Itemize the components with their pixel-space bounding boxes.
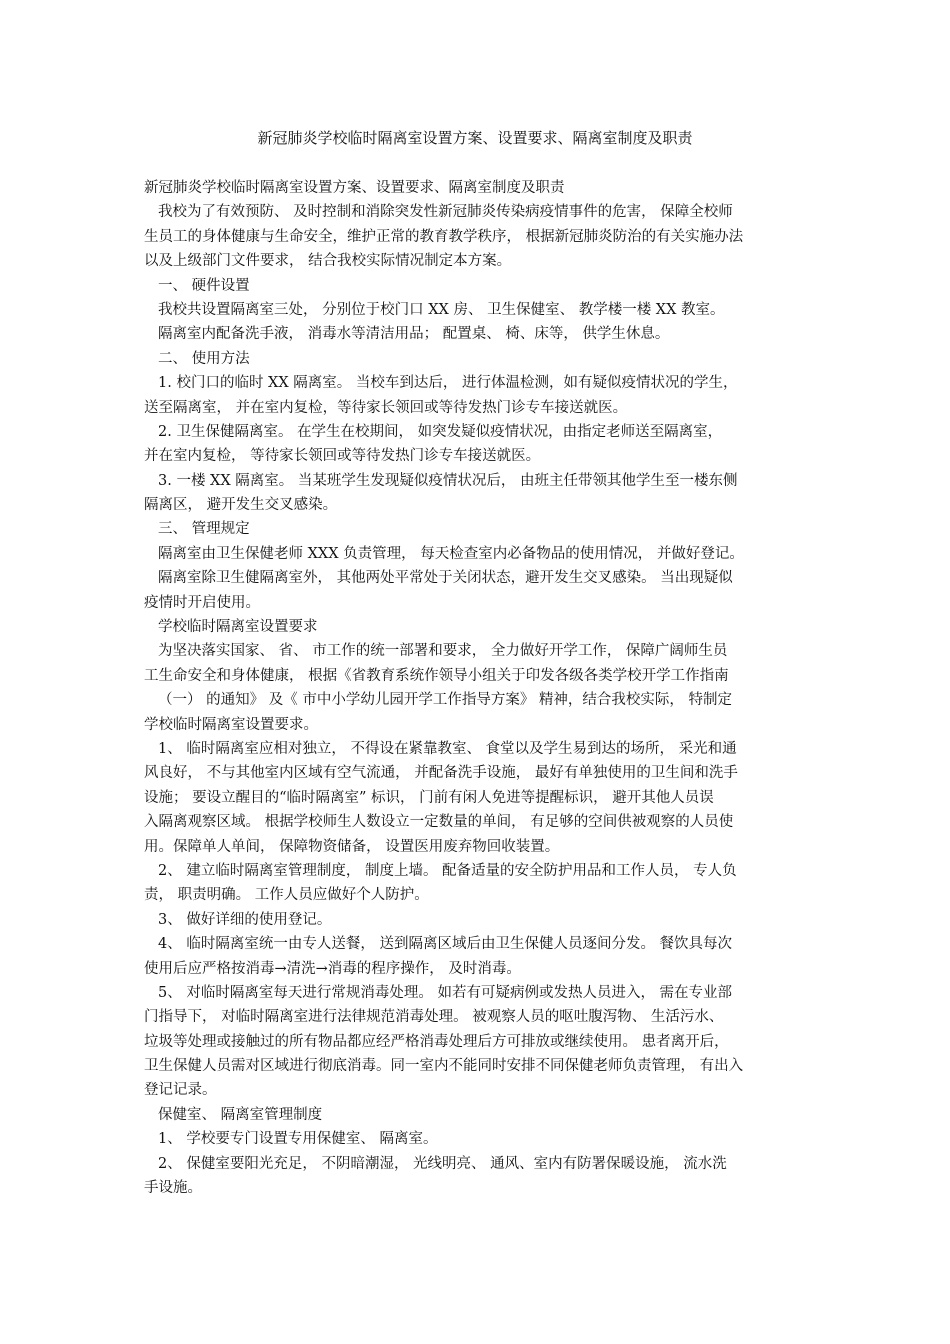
paragraph-line: 为坚决落实国家、 省、 市工作的统一部署和要求， 全力做好开学工作， 保障广阔师生员 (158, 643, 728, 660)
section-heading: 二、 使用方法 (158, 350, 250, 367)
paragraph-line: 隔离区， 避开发生交叉感染。 (144, 497, 338, 514)
paragraph-line: 设施； 要设立醒目的“临时隔离室” 标识， 门前有闲人免进等提醒标识， 避开其他人员误 (144, 789, 714, 806)
paragraph-line: 1. 校门口的临时 XX 隔离室。 当校车到达后， 进行体温检测，如有疑似疫情状况的学生， (158, 375, 738, 392)
paragraph-line: 卫生保健人员需对区域进行彻底消毒。同一室内不能同时安排不同保健老师负责管理， 有出入 (144, 1058, 744, 1075)
section-heading: 一、 硬件设置 (158, 277, 250, 294)
paragraph-line: 5、 对临时隔离室每天进行常规消毒处理。 如若有可疑病例或发热人员进入， 需在专业部 (158, 984, 733, 1001)
paragraph-line: 风良好， 不与其他室内区域有空气流通， 并配备洗手设施， 最好有单独使用的卫生间和洗手 (144, 765, 738, 782)
paragraph-line: 3. 一楼 XX 隔离室。 当某班学生发现疑似疫情状况后， 由班主任带领其他学生至一楼东侧 (158, 472, 738, 489)
paragraph-line: 入隔离观察区域。 根据学校师生人数设立一定数量的单间， 有足够的空间供被观察的人员使 (144, 814, 734, 831)
paragraph-line: 隔离室由卫生保健老师 XXX 负责管理， 每天检查室内必备物品的使用情况， 并做好登记。 (158, 545, 744, 562)
paragraph-line: 我校共设置隔离室三处， 分别位于校门口 XX 房、 卫生保健室、 教学楼一楼 XX 教室。 (158, 301, 725, 318)
paragraph-line: 1、 临时隔离室应相对独立， 不得设在紧靠教室、 食堂以及学生易到达的场所， 采光和通 (158, 740, 737, 757)
paragraph-line: 1、 学校要专门设置专用保健室、 隔离室。 (158, 1131, 438, 1148)
section-heading: 学校临时隔离室设置要求 (158, 619, 318, 636)
paragraph-line: 使用后应严格按消毒→清洗→消毒的程序操作， 及时消毒。 (144, 960, 521, 977)
paragraph-line: 2. 卫生保健隔离室。 在学生在校期间， 如突发疑似疫情状况，由指定老师送至隔离室， (158, 423, 723, 440)
paragraph-line: 用。保障单人单间， 保障物资储备， 设置医用废弃物回收装置。 (144, 838, 560, 855)
paragraph-line: 2、 保健室要阳光充足， 不阴暗潮湿， 光线明亮、 通风、室内有防署保暖设施， 流水洗 (158, 1155, 727, 1172)
paragraph-line: 手设施。 (144, 1180, 202, 1197)
paragraph-line: 3、 做好详细的使用登记。 (158, 911, 332, 928)
paragraph-line: 工生命安全和身体健康， 根据《省教育系统作领导小组关于印发各级各类学校开学工作指南 (144, 667, 729, 684)
document-title: 新冠肺炎学校临时隔离室设置方案、设置要求、隔离室制度及职责 (257, 129, 693, 147)
paragraph-line: 隔离室内配备洗手液， 消毒水等清洁用品； 配置桌、 椅、床等， 供学生休息。 (158, 326, 670, 343)
section-heading: 保健室、 隔离室管理制度 (158, 1106, 323, 1123)
paragraph-line: （一） 的通知》 及《 市中小学幼儿园开学工作指导方案》 精神，结合我校实际， 特制定 (158, 692, 733, 709)
paragraph-line: 送至隔离室， 并在室内复检，等待家长领回或等待发热门诊专车接送就医。 (144, 399, 628, 416)
paragraph-line: 我校为了有效预防、 及时控制和消除突发性新冠肺炎传染病疫情事件的危害， 保障全校师 (158, 204, 733, 221)
document-body (144, 176, 814, 1200)
paragraph-line: 隔离室除卫生健隔离室外， 其他两处平常处于关闭状态，避开发生交叉感染。 当出现疑似 (158, 570, 733, 587)
paragraph-line: 以及上级部门文件要求， 结合我校实际情况制定本方案。 (144, 253, 512, 270)
heading-line: 新冠肺炎学校临时隔离室设置方案、设置要求、隔离室制度及职责 (144, 180, 565, 196)
paragraph-line: 垃圾等处理或接触过的所有物品都应经严格消毒处理后方可排放或继续使用。 患者离开后， (144, 1033, 729, 1050)
paragraph-line: 2、 建立临时隔离室管理制度， 制度上墙。 配备适量的安全防护用品和工作人员， 专人负 (158, 862, 737, 879)
paragraph-line: 并在室内复检， 等待家长领回或等待发热门诊专车接送就医。 (144, 448, 541, 465)
paragraph-line: 学校临时隔离室设置要求。 (144, 716, 318, 733)
paragraph-line: 门指导下， 对临时隔离室进行法律规范消毒处理。 被观察人员的呕吐腹泻物、 生活污水、 (144, 1009, 724, 1026)
paragraph-line: 登记记录。 (144, 1082, 217, 1099)
paragraph-line: 4、 临时隔离室统一由专人送餐， 送到隔离区域后由卫生保健人员逐间分发。 餐饮具每次 (158, 936, 733, 953)
section-heading: 三、 管理规定 (158, 521, 250, 538)
paragraph-line: 责， 职责明确。 工作人员应做好个人防护。 (144, 887, 429, 904)
paragraph-line: 疫情时开启使用。 (144, 594, 260, 611)
paragraph-line: 生员工的身体健康与生命安全，维护正常的教育教学秩序， 根据新冠肺炎防治的有关实施办法 (144, 228, 744, 245)
